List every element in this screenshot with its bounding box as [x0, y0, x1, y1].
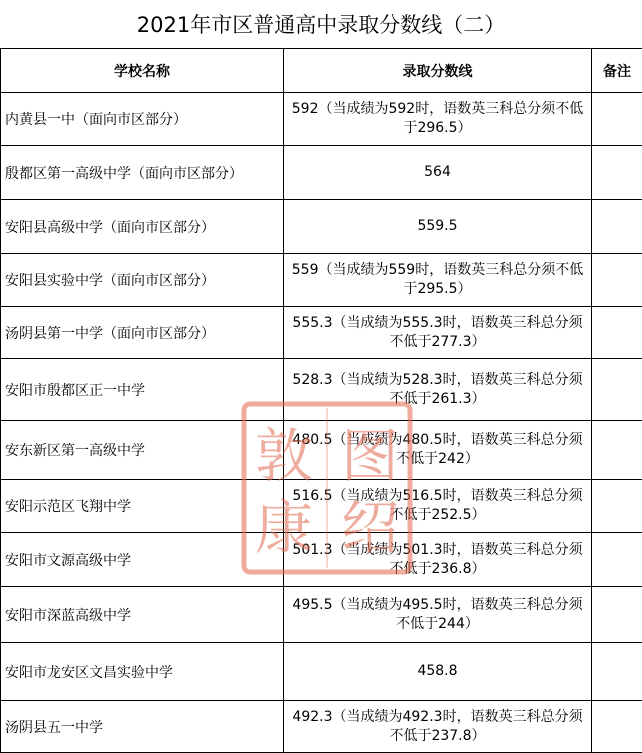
score-cell: 559.5	[284, 200, 592, 254]
seal-char: 绍	[341, 494, 399, 562]
note-cell	[592, 146, 642, 200]
school-name: 安阳市文源高级中学	[1, 533, 284, 587]
school-name: 安阳县实验中学（面向市区部分）	[1, 254, 284, 307]
score-cell: 501.3（当成绩为501.3时，语数英三科总分须不低于236.8）	[284, 533, 592, 587]
table-row	[1, 643, 642, 701]
table-row	[1, 254, 642, 307]
score-cell: 555.3（当成绩为555.3时，语数英三科总分须不低于277.3）	[284, 307, 592, 359]
note-cell	[592, 200, 642, 254]
table-row	[1, 307, 642, 359]
table-row	[1, 587, 642, 643]
score-cell: 495.5（当成绩为495.5时，语数英三科总分须不低于244）	[284, 587, 592, 643]
school-name: 安阳县高级中学（面向市区部分）	[1, 200, 284, 254]
score-cell: 458.8	[284, 643, 592, 701]
note-cell	[592, 421, 642, 480]
score-cell: 592（当成绩为592时，语数英三科总分须不低于296.5）	[284, 93, 592, 146]
school-name: 安阳市殷都区正一中学	[1, 359, 284, 421]
table-row	[1, 93, 642, 146]
score-cell: 516.5（当成绩为516.5时，语数英三科总分须不低于252.5）	[284, 480, 592, 533]
note-cell	[592, 307, 642, 359]
seal-char: 敦	[255, 422, 313, 490]
school-name: 汤阴县五一中学	[1, 701, 284, 753]
table-row	[1, 146, 642, 200]
score-cell: 492.3（当成绩为492.3时，语数英三科总分须不低于237.8）	[284, 701, 592, 753]
header-row	[1, 49, 642, 93]
note-cell	[592, 480, 642, 533]
seal-char: 康	[255, 494, 313, 562]
header-score: 录取分数线	[284, 49, 592, 93]
school-name: 汤阴县第一中学（面向市区部分）	[1, 307, 284, 359]
note-cell	[592, 587, 642, 643]
school-name: 安阳示范区飞翔中学	[1, 480, 284, 533]
note-cell	[592, 93, 642, 146]
table-row	[1, 359, 642, 421]
score-cell: 480.5（当成绩为480.5时，语数英三科总分须不低于242）	[284, 421, 592, 480]
header-school: 学校名称	[1, 49, 284, 93]
school-name: 殷都区第一高级中学（面向市区部分）	[1, 146, 284, 200]
score-cell: 528.3（当成绩为528.3时，语数英三科总分须不低于261.3）	[284, 359, 592, 421]
note-cell	[592, 643, 642, 701]
seal-char: 图	[341, 422, 399, 490]
school-name: 安东新区第一高级中学	[1, 421, 284, 480]
header-note: 备注	[592, 49, 642, 93]
note-cell	[592, 533, 642, 587]
table-row	[1, 200, 642, 254]
score-cell: 559（当成绩为559时，语数英三科总分须不低于295.5）	[284, 254, 592, 307]
school-name: 安阳市深蓝高级中学	[1, 587, 284, 643]
table-row	[1, 421, 642, 480]
page-title: 2021年市区普通高中录取分数线（二）	[0, 0, 642, 48]
score-cell: 564	[284, 146, 592, 200]
note-cell	[592, 254, 642, 307]
table-row	[1, 480, 642, 533]
table-row	[1, 533, 642, 587]
school-name: 内黄县一中（面向市区部分）	[1, 93, 284, 146]
note-cell	[592, 359, 642, 421]
score-table	[0, 48, 642, 753]
school-name: 安阳市龙安区文昌实验中学	[1, 643, 284, 701]
